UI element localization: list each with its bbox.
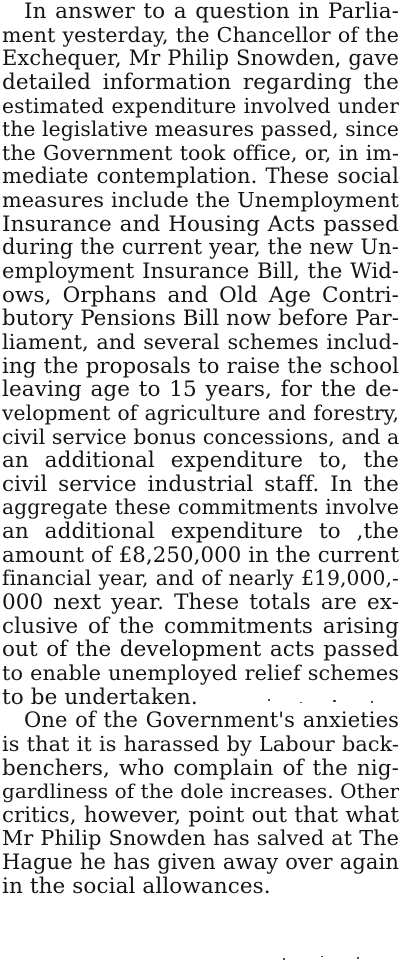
text-line: ment yesterday, the Chancellor of the: [2, 23, 399, 47]
text-line: to be undertaken.: [2, 685, 198, 710]
print-speck: [371, 701, 373, 703]
text-line: during the current year, the new Un-: [2, 236, 399, 260]
print-speck: [300, 702, 302, 703]
print-speck: [268, 699, 270, 701]
print-speck: [333, 700, 336, 702]
print-speck: [283, 958, 285, 960]
text-line: out of the development acts passed: [2, 638, 399, 662]
text-line: clusive of the commitments arising: [2, 614, 399, 639]
text-line: ows, Orphans and Old Age Contri-: [2, 283, 399, 308]
text-line: Hague he has given away over again: [2, 851, 399, 875]
text-line: detailed information regarding the: [2, 70, 399, 95]
paragraph-1: [2, 0, 399, 709]
text-line: leaving age to 15 years, for the de-: [2, 378, 399, 402]
text-line: mediate contemplation. These social: [2, 165, 399, 189]
text-line: aggregate these commitments involve: [2, 496, 399, 520]
text-line: employment Insurance Bill, the Wid-: [2, 260, 399, 284]
text-line: 000 next year. These totals are ex-: [2, 591, 399, 615]
text-line: the legislative measures passed, since: [2, 118, 399, 142]
text-line: an additional expenditure to ,the: [2, 520, 399, 544]
text-line: is that it is harassed by Labour back-: [2, 732, 399, 756]
paragraph-2: [2, 709, 399, 898]
text-line: an additional expenditure to, the: [2, 449, 399, 473]
text-line: liament, and several schemes includ-: [2, 330, 399, 354]
text-line: the Government took office, or, in im-: [2, 141, 399, 165]
text-line: civil service industrial staff. In the: [2, 472, 399, 497]
text-line: civil service bonus concessions, and a: [2, 425, 399, 449]
text-line: financial year, and of nearly £19,000,-: [2, 567, 399, 591]
text-line: Exchequer, Mr Philip Snowden, gave: [2, 47, 399, 71]
text-line: gardliness of the dole increases. Other: [2, 780, 399, 804]
text-line: amount of £8,250,000 in the current: [2, 543, 399, 568]
text-line: Insurance and Housing Acts passed: [2, 212, 399, 237]
print-speck: [357, 957, 359, 959]
text-line: butory Pensions Bill now before Par-: [2, 307, 399, 331]
text-line: critics, however, point out that what: [2, 803, 399, 828]
text-line: ing the proposals to raise the school: [2, 354, 399, 379]
text-line: One of the Government's anxieties: [24, 709, 399, 733]
text-line: estimated expenditure involved under: [2, 94, 399, 118]
text-line: to enable unemployed relief schemes: [2, 661, 399, 685]
text-line: benchers, who complain of the nig-: [2, 756, 399, 781]
print-speck: [321, 956, 323, 957]
text-line: in the social allowances.: [2, 874, 271, 899]
text-line: Mr Philip Snowden has salved at The: [2, 827, 399, 851]
news-column: [2, 0, 399, 898]
text-line: velopment of agriculture and forestry,: [2, 401, 399, 425]
text-line: measures include the Unemployment: [2, 189, 399, 213]
text-line: In answer to a question in Parlia-: [24, 0, 399, 24]
